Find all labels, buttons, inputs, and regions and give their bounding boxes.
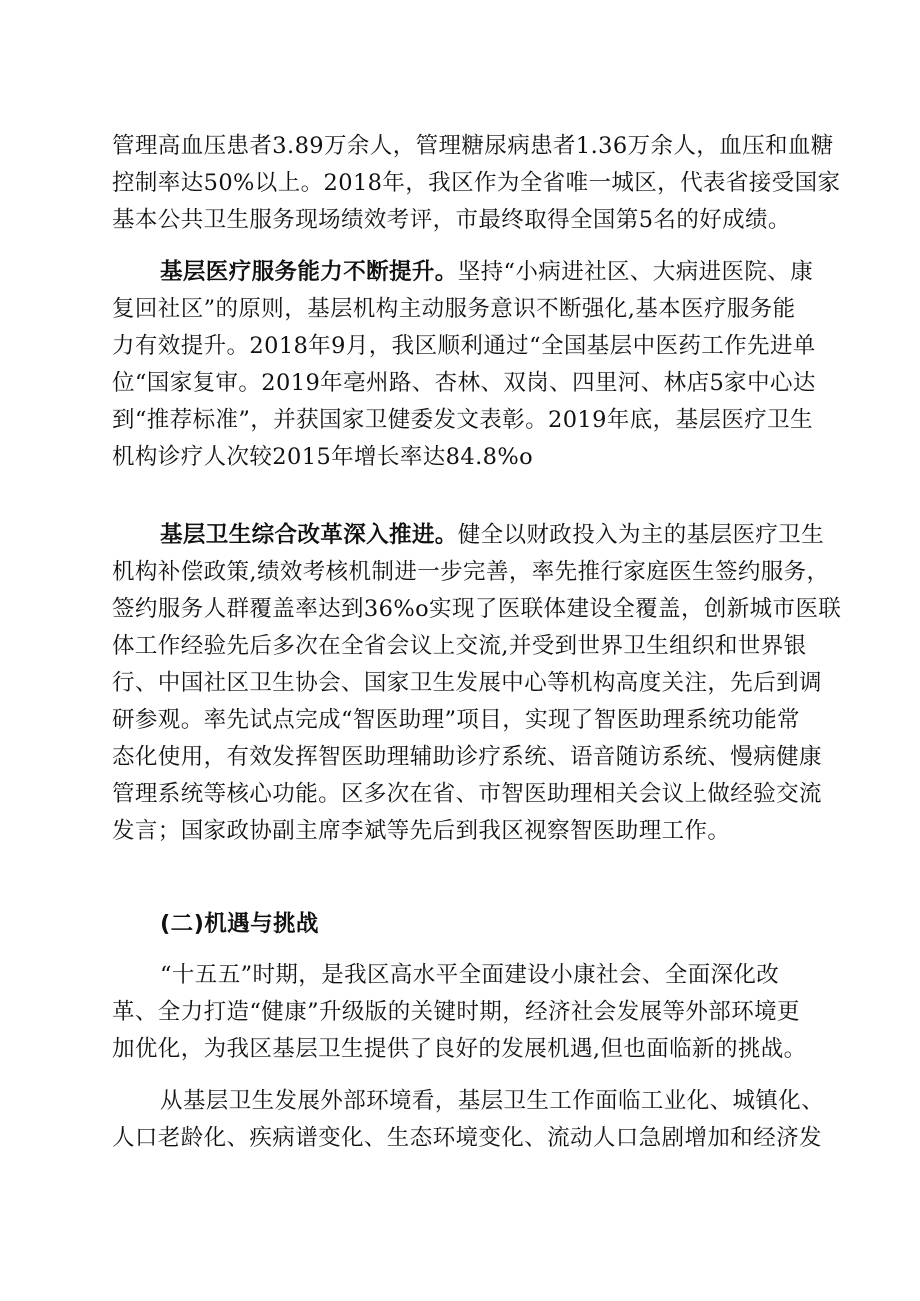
paragraph-lead-heading: 基层卫生综合改革深入推进。: [160, 522, 458, 548]
text-line: 态化使用，有效发挥智医助理辅助诊疗系统、语音随访系统、慢病健康: [112, 744, 822, 770]
text-span: 健全以财政投入为主的基层医疗卫生: [457, 522, 825, 548]
text-span: 坚持“小病进社区、大病进医院、康: [457, 259, 814, 285]
text-line: 签约服务人群覆盖率达到36%o实现了医联体建设全覆盖，创新城市医联: [112, 596, 842, 622]
text-line: 行、中国社区卫生协会、国家卫生发展中心等机构高度关注，先后到调: [112, 670, 822, 696]
text-line: 基本公共卫生服务现场绩效考评，市最终取得全国第5名的好成绩。: [112, 207, 791, 233]
text-line: 管理系统等核心功能。区多次在省、市智医助理相关会议上做经验交流: [112, 781, 822, 807]
text-line: 位“国家复审。2019年亳州路、杏林、双岗、四里河、林店5家中心达: [112, 370, 816, 396]
text-line: 革、全力打造“健康”升级版的关键时期，经济社会发展等外部环境更: [112, 999, 800, 1025]
paragraph-lead-heading: 基层医疗服务能力不断提升。: [160, 259, 458, 285]
text-line: 机构诊疗人次较2015年增长率达84.8%o: [112, 444, 534, 470]
text-line: 人口老龄化、疾病谱变化、生态环境变化、流动人口急剧增加和经济发: [112, 1125, 822, 1151]
section-title: (二)机遇与挑战: [160, 911, 319, 937]
text-line: 机构补偿政策,绩效考核机制进一步完善，率先推行家庭医生签约服务，: [112, 559, 830, 585]
text-line: 研参观。率先试点完成“智医助理”项目，实现了智医助理系统功能常: [112, 707, 800, 733]
text-line: [112, 517, 824, 554]
text-line: 复回社区”的原则，基层机构主动服务意识不断强化,基本医疗服务能: [112, 296, 796, 322]
text-line: [112, 254, 824, 291]
text-line: 力有效提升。2018年9月，我区顺利通过“全国基层中医药工作先进单: [112, 333, 816, 359]
text-line: 控制率达50%以上。2018年，我区作为全省唯一城区，代表省接受国家: [112, 170, 841, 196]
section-heading: [160, 906, 872, 943]
text-line: 体工作经验先后多次在全省会议上交流,并受到世界卫生组织和世界银: [112, 633, 807, 659]
paragraph-1: [112, 128, 841, 239]
paragraph-2: [112, 254, 824, 476]
paragraph-5: [112, 1083, 824, 1157]
text-line: 加优化，为我区基层卫生提供了良好的发展机遇,但也面临新的挑战。: [112, 1036, 807, 1062]
text-line: “十五五”时期，是我区高水平全面建设小康社会、全面深化改: [160, 962, 780, 988]
text-line: 从基层卫生发展外部环境看，基层卫生工作面临工业化、城镇化、: [160, 1088, 825, 1114]
paragraph-4: [112, 957, 824, 1068]
text-line: 到“推荐标准”，并获国家卫健委发文表彰。2019年底，基层医疗卫生: [112, 407, 813, 433]
paragraph-3: [112, 517, 842, 850]
text-line: 发言；国家政协副主席李斌等先后到我区视察智医助理工作。: [112, 818, 731, 844]
text-line: 管理高血压患者3.89万余人，管理糖尿病患者1.36万余人，血压和血糖: [112, 133, 834, 159]
